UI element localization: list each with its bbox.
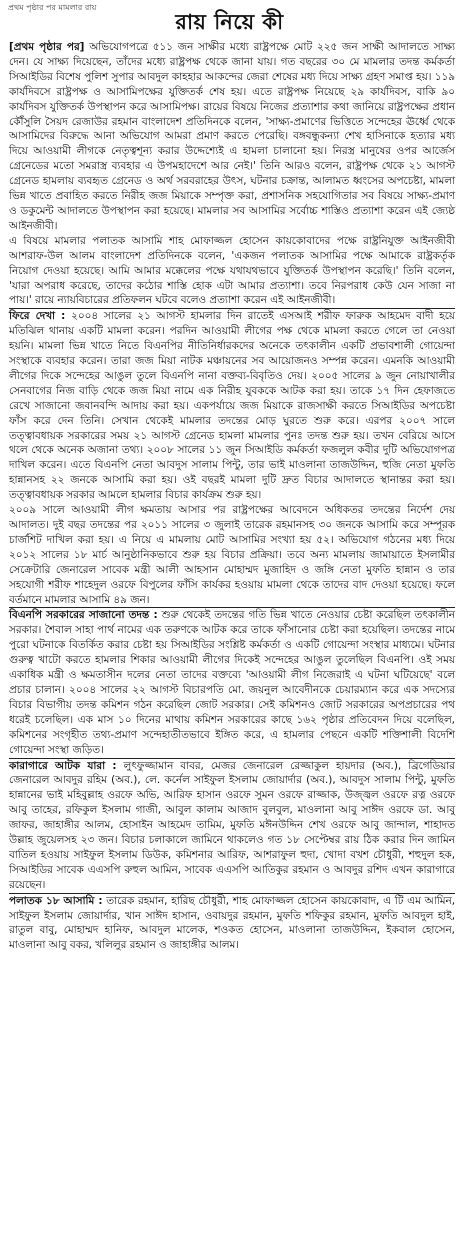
paragraph-text: লুৎফুজ্জামান বাবর, মেজর জেনারেল রেজ্জাকুল হায়দার (অব.), ব্রিগেডিয়ার জেনারেল আবদুর রহিম (অব.), লে. কর্নেল সাইফুল ইসলাম জোয়ার্দার (অব.), আবদুস সালাম পিন্টু, মুফতি হান্নানের ভাই মহিবুল্লাহ ওরফে অভি, আরিফ হাসান ওরফে সুমন ওরফে রাজ্জাক, উজ্জ্বল ওরফে রত্ন ওরফে আবু তাহের, রফিকুল ইসলাম গাজী, আবুল কালাম আজাদ বুলবুল, মাওলানা আবু সাঈদ ওরফে ডা. আবু জাফর, জাহাঙ্গীর আলম, হোসাইন আহমেদ তামিম, মুফতি মঈনউদ্দিন শেখ ওরফে আবু জান্দাল, শাহাদত উল্লাহ জুয়েলসহ ২৩ জন। বিচার চলাকালে জামিনে থাকলেও গত ১৮ সেপ্টেম্বর রায় ঠিক করার দিন জামিন বাতিল হওয়ায় সাইফুল ইসলাম ডিউক, কমিশনার আরিফ, আশরাফুল হুদা, খোদা বখশ চৌধুরী, শহুদুল হক, সিআইডির সাবেক এএসপি রুহুল আমিন, সাবেক এএসপি আতিকুর রহমান ও আবদুর রশিদ এখন কারাগারে রয়েছেন।	[9, 759, 456, 891]
paragraph-defense-lawyer	[9, 234, 455, 309]
paragraph-intro	[9, 40, 455, 234]
paragraph-text: এ বিষয়ে মামলার পলাতক আসামি শাহ মোফাজ্জল হোসেন কায়কোবাদের পক্ষে রাষ্ট্রনিযুক্ত আইনজীবী আশরাফ-উল আলম বাংলাদেশ প্রতিদিনকে বলেন, 'একজন পলাতক আসামির পক্ষে আমাকে রাষ্ট্রকর্তৃক নিয়োগ দেওয়া হয়েছে। আমি আমার মক্কেলের পক্ষে যথাযথভাবে যুক্তিতর্ক উপস্থাপন করেছি।' তিনি বলেন, 'যারা অপরাধ করেছে, তাদের কঠোর শাস্তি হোক এটা আমার প্রত্যাশা। তবে নিরপরাধ কেউ যেন সাজা না পায়।' রায়ে ন্যায়বিচারের প্রতিফলন ঘটবে বলেও প্রত্যাশা করেন এই আইনজীবী।	[9, 234, 455, 307]
section-heading: ফিরে দেখা :	[9, 310, 66, 323]
paragraph-staged-investigation	[9, 608, 455, 757]
section-heading: পলাতক ১৮ আসামি :	[9, 894, 103, 907]
paragraph-lead: [প্রথম পৃষ্ঠার পর]	[9, 41, 85, 53]
paragraph-jailed-accused	[9, 759, 455, 893]
article-body	[9, 40, 455, 953]
paragraph-fugitive-accused	[9, 894, 455, 954]
paragraph-look-back	[9, 309, 455, 503]
paragraph-text: তারেক রহমান, হারিছ চৌধুরী, শাহ মোফাজ্জল হোসেন কায়কোবাদ, এ টি এম আমিন, সাইফুল ইসলাম জোয়ার্দার, খান সাঈদ হাসান, ওবায়দুর রহমান, মুফতি শফিকুর রহমান, মুফতি আবদুল হাই, রাতুল বাবু, মোহাম্মদ হানিফ, আবদুল মালেক, শওকত হোসেন, মাওলানা তাজউদ্দিন, ইকবাল হোসেন, মাওলানা আবু বকর, খলিলুর রহমান ও জাহাঙ্গীর আলম।	[9, 894, 455, 952]
page-topline: প্রথম পৃষ্ঠার পর মামলার রায়	[8, 3, 97, 12]
paragraph-text: ২০০৪ সালের ২১ আগস্ট হামলার দিন রাতেই এসআই শরীফ ফারুক আহমেদ বাদী হয়ে মতিঝিল থানায় একটি মামলা করেন। পরদিন আওয়ামী লীগের পক্ষ থেকে মামলা করতে গেলে তা নেওয়া হয়নি। মামলা ভিন্ন খাতে নিতে বিএনপির নীতিনির্ধারকদের অনেকে তৎকালীন একটি প্রভাবশালী গোয়েন্দা সংস্থাকে ব্যবহার করেন। তারা জজ মিয়া নাটক মঞ্চায়নের সব আয়োজনও সম্পন্ন করেন। এমনকি আওয়ামী লীগের দিকে সন্দেহের আঙুল তুলে বিএনপি নানা বক্তব্য-বিবৃতিও দেয়। ২০০৫ সালের ৯ জুন নোয়াখালীর সেনবাগের নিজ বাড়ি থেকে জজ মিয়া নামে এক নিরীহ যুবককে আটক করা হয়। তাকে ১৭ দিন হেফাজতে রেখে সাজানো জবানবন্দি আদায় করা হয়। একপর্যায়ে জজ মিয়াকে রাজসাক্ষী করতে সিআইডির অপচেষ্টা ফাঁস করে দেন তিনি। সেখান থেকেই মামলার তদন্তের মোড় ঘুরতে শুরু করে। এরপর ২০০৭ সালে তত্ত্বাবধায়ক সরকারের সময় ২১ আগস্ট গ্রেনেড হামলা মামলার পুনঃ তদন্ত শুরু হয়। তখন বেরিয়ে আসে থলে থেকে অনেক অজানা তথ্য। ২০০৮ সালের ১১ জুন সিআইডি কর্মকর্তা ফজলুল কবীর দুটি অভিযোগপত্র দাখিল করেন। এতে বিএনপি নেতা আবদুস সালাম পিন্টু, তার ভাই মাওলানা তাজউদ্দিন, হুজি নেতা মুফতি হান্নানসহ ২২ জনকে আসামি করা হয়। ওই বছরই মামলা দুটি দ্রুত বিচার আদালতে স্থানান্তর করা হয়। তত্ত্বাবধায়ক সরকার আমলে হামলার বিচার কার্যক্রম শুরু হয়।	[9, 310, 456, 502]
section-heading: কারাগারে আটক যারা :	[9, 759, 117, 772]
paragraph-text: শুরু থেকেই তদন্তের গতি ভিন্ন খাতে নেওয়ার চেষ্টা করেছিল তৎকালীন সরকার। শৈবাল সাহা পার্থ নামের এক তরুণকে আটক করে তাকে ফাঁসানোর চেষ্টা করা হয়েছিল। তদন্তের নামে পুরো ঘটনাকে বিতর্কিত করার চেষ্টা হয় সিআইডির সংশ্লিষ্ট কর্মকর্তা ও একটি গোয়েন্দা সংস্থার মাধ্যমে। ঘটনার গুরুত্ব খাটো করতে হামলার শিকার আওয়ামী লীগের দিকেই সন্দেহের আঙুল তুলেছিল বিএনপি। ওই সময় একাধিক মন্ত্রী ও ক্ষমতাসীন দলের নেতা তাদের বক্তব্যে 'আওয়ামী লীগ নিজেরাই এ ঘটনা ঘটিয়েছে' বলে প্রচার চালান। ২০০৪ সালের ২২ আগস্ট বিচারপতি মো. জয়নুল আবেদীনকে চেয়ারম্যান করে এক সদস্যের বিচার বিভাগীয় তদন্ত কমিশন গঠন করেছিল জোট সরকার। সেই কমিশনও জোট সরকারের অপপ্রচারের পথ ধরেই চলেছিল। এক মাস ১০ দিনের মাথায় কমিশন সরকারের কাছে ১৬২ পৃষ্ঠার প্রতিবেদন দিয়ে বলেছিল, কমিশনের সংগৃহীত তথ্য-প্রমাণ সন্দেহাতীতভাবে ইঙ্গিত করে, এ হামলার পেছনে একটি শক্তিশালী বিদেশি গোয়েন্দা সংস্থা জড়িত।	[9, 609, 455, 756]
paragraph-text: অভিযোগপত্রে ৫১১ জন সাক্ষীর মধ্যে রাষ্ট্রপক্ষে মোট ২২৫ জন সাক্ষী আদালতে সাক্ষ্য দেন। যে সাক্ষ্য দিয়েছেন, তাঁদের মধ্যে রাষ্ট্রপক্ষ থেকে জানা যায়। গত বছরের ৩০ মে মামলার তদন্ত কর্মকর্তা সিআইডির বিশেষ পুলিশ সুপার আবদুল কাহহার আকন্দের জেরা শেষের মধ্য দিয়ে সাক্ষ্য গ্রহণ সমাপ্ত হয়। ১১৯ কার্যদিবসে রাষ্ট্রপক্ষ ও আসামিপক্ষের যুক্তিতর্ক শেষ হয়। এতে রাষ্ট্রপক্ষ নিয়েছে ২৯ কার্যদিবস, বাকি ৯০ কার্যদিবস যুক্তিতর্ক উপস্থাপন করে আসামিপক্ষ। রায়ের বিষয়ে নিজের প্রত্যাশার কথা জানিয়ে রাষ্ট্রপক্ষের প্রধান কৌঁসুলি সৈয়দ রেজাউর রহমান বাংলাদেশ প্রতিদিনকে বলেন, 'সাক্ষ্য-প্রমাণের ভিত্তিতে সন্দেহের ঊর্ধ্বে থেকে আসামিদের বিরুদ্ধে আনা অভিযোগ আমরা প্রমাণ করতে পেরেছি। বঙ্গবন্ধুকন্যা শেখ হাসিনাকে হত্যার মধ্য দিয়ে আওয়ামী লীগকে নেতৃত্বশূন্য করার উদ্দেশ্যেই এ হামলা চালানো হয়। নিরস্ত্র মানুষের ওপর আর্জেস গ্রেনেডের মতো সমরাস্ত্র ব্যবহার এ উপমহাদেশে আর নেই।' তিনি আরও বলেন, রাষ্ট্রপক্ষ থেকে ২১ আগস্ট গ্রেনেড হামলায় ব্যবহৃত গ্রেনেড ও অর্থ সরবরাহের উৎস, ঘটনার চক্রান্ত, আলামত ধ্বংসের অপচেষ্টা, মামলা ভিন্ন খাতে প্রবাহিত করতে নিরীহ জজ মিয়াকে সম্পৃক্ত করা, প্রশাসনিক সহযোগিতার সব বিষয়ে সাক্ষ্য-প্রমাণ ও ডকুমেন্ট আদালতে উপস্থাপন করা হয়েছে। মামলার সব আসামির সর্বোচ্চ শাস্তিও প্রত্যাশা করেন এই জ্যেষ্ঠ আইনজীবী।	[9, 41, 456, 232]
section-heading: বিএনপি সরকারের সাজানো তদন্ত :	[9, 609, 158, 622]
paragraph-further-investigation	[9, 503, 455, 607]
paragraph-text: ২০০৯ সালে আওয়ামী লীগ ক্ষমতায় আসার পর রাষ্ট্রপক্ষের আবেদনে অধিকতর তদন্তের নির্দেশ দেয় আদালত। দুই বছর তদন্তের পর ২০১১ সালের ৩ জুলাই তারেক রহমানসহ ৩০ জনকে আসামি করে সম্পূরক চার্জশিট দাখিল করা হয়। এ নিয়ে এ মামলায় মোট আসামির সংখ্যা হয় ৫২। অভিযোগ গঠনের মধ্য দিয়ে ২০১২ সালের ১৮ মার্চ আনুষ্ঠানিকভাবে শুরু হয় বিচার প্রক্রিয়া। তবে অন্য মামলায় জামায়াতে ইসলামীর সেক্রেটারি জেনারেল সাবেক মন্ত্রী আলী আহসান মোহাম্মদ মুজাহিদ ও জঙ্গি নেতা মুফতি হান্নান ও তার সহযোগী শরীফ শাহেদুল ওরফে বিপুলের ফাঁসি কার্যকর হওয়ায় মামলা থেকে তাদের বাদ দেওয়া হয়েছে। ফলে বর্তমানে মামলার আসামি ৪৯ জন।	[9, 504, 455, 606]
article-title: রায় নিয়ে কী	[175, 10, 284, 34]
